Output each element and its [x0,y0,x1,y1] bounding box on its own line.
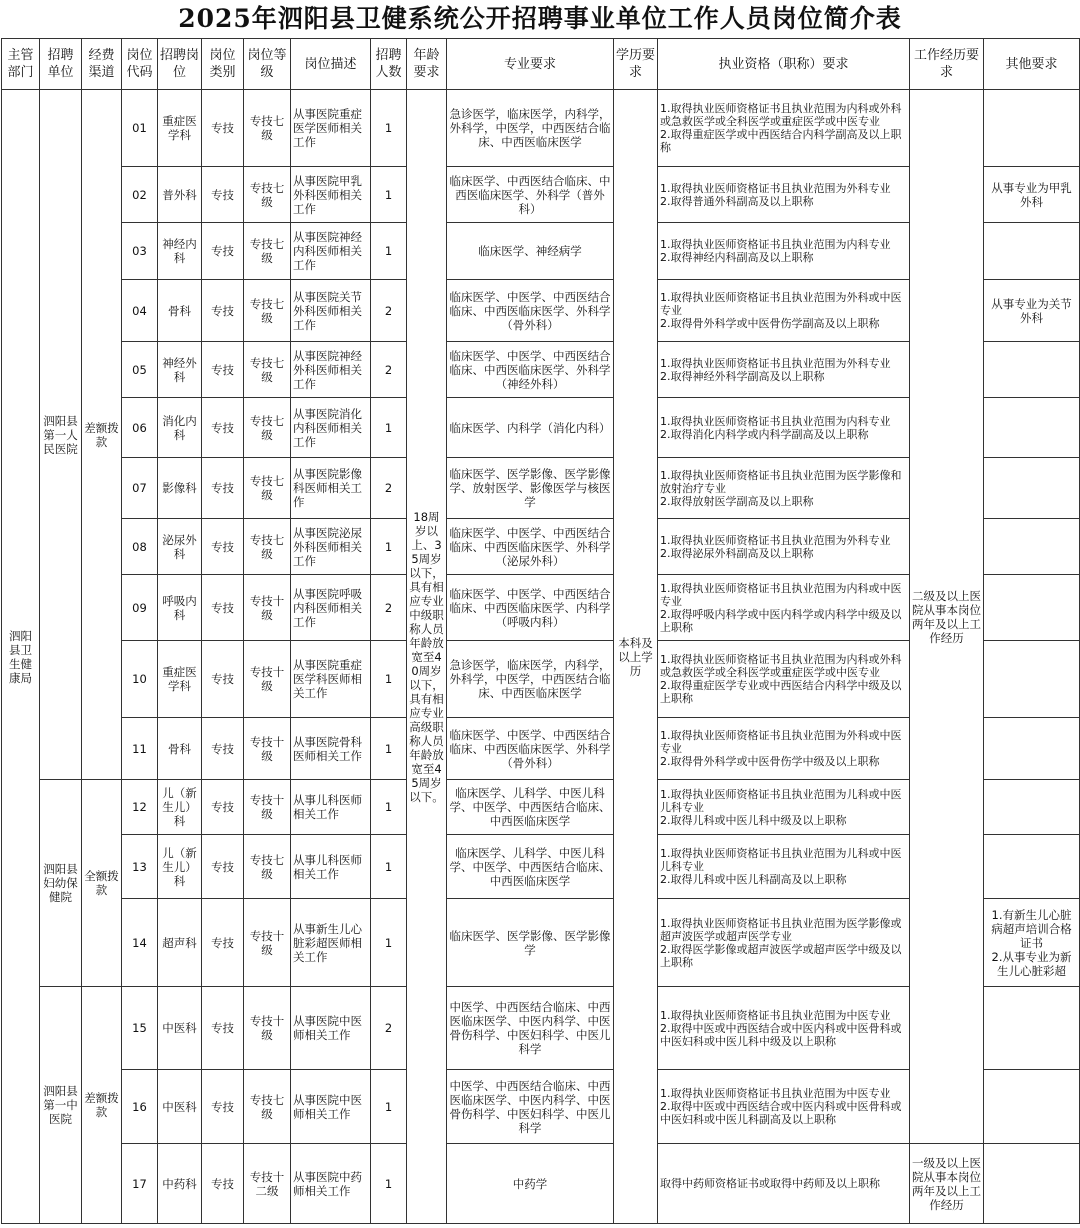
qualification-cell: 1.取得执业医师资格证书且执业范围为内科专业 2.取得神经内科副高及以上职称 [658,223,910,280]
major-requirement-cell: 临床医学、儿科学、中医儿科学、中医学、中西医结合临床、中西医临床医学 [447,780,614,835]
post-category-cell: 专技 [202,280,244,342]
post-name-cell: 儿（新生儿）科 [158,835,202,899]
post-description-cell: 从事医院呼吸内科医师相关工作 [291,575,371,641]
post-level-cell: 专技十级 [244,641,291,718]
qualification-cell: 1.取得执业医师资格证书且执业范围为内科或外科或急救医学或全科医学或重症医学或中医专业 2.取得重症医学或中西医结合内科学副高及以上职称 [658,90,910,167]
other-requirement-cell [984,835,1080,899]
headcount-cell: 1 [371,641,407,718]
col-header: 岗位代码 [122,39,158,90]
post-description-cell: 从事医院神经内科医师相关工作 [291,223,371,280]
positions-table [1,38,1080,1224]
other-requirement-cell [984,575,1080,641]
unit-cell: 泗阳县第一人民医院 [40,90,82,780]
unit-cell: 泗阳县第一中医院 [40,987,82,1224]
col-header: 岗位等级 [244,39,291,90]
post-category-cell: 专技 [202,1070,244,1144]
qualification-cell: 1.取得执业医师资格证书且执业范围为中医专业 2.取得中医或中西医结合或中医内科或中医骨科或中医妇科或中医儿科中级及以上职称 [658,987,910,1070]
headcount-cell: 1 [371,780,407,835]
post-code-cell: 16 [122,1070,158,1144]
col-header: 招聘人数 [371,39,407,90]
post-category-cell: 专技 [202,575,244,641]
headcount-cell: 1 [371,835,407,899]
col-header: 主管部门 [2,39,40,90]
other-requirement-cell: 从事专业为甲乳外科 [984,167,1080,223]
funding-cell: 差额拨款 [82,987,122,1224]
post-name-cell: 影像科 [158,458,202,519]
other-requirement-cell [984,641,1080,718]
other-requirement-cell [984,458,1080,519]
other-requirement-cell: 1.有新生儿心脏病超声培训合格证书 2.从事专业为新生儿心脏彩超 [984,899,1080,987]
post-name-cell: 呼吸内科 [158,575,202,641]
qualification-cell: 1.取得执业医师资格证书且执业范围为儿科或中医儿科专业 2.取得儿科或中医儿科中级及以上职称 [658,780,910,835]
post-category-cell: 专技 [202,458,244,519]
col-header: 执业资格（职称）要求 [658,39,910,90]
post-name-cell: 中医科 [158,987,202,1070]
qualification-cell: 1.取得执业医师资格证书且执业范围为内科或外科或急救医学或全科医学或重症医学或中医专业 2.取得重症医学专业或中西医结合内科学中级及以上职称 [658,641,910,718]
post-category-cell: 专技 [202,398,244,458]
post-description-cell: 从事医院中医师相关工作 [291,1070,371,1144]
post-category-cell: 专技 [202,519,244,575]
major-requirement-cell: 临床医学、医学影像、医学影像学、放射医学、影像医学与核医学 [447,458,614,519]
post-code-cell: 11 [122,718,158,780]
post-level-cell: 专技七级 [244,1070,291,1144]
table-row [2,1144,1080,1224]
post-code-cell: 14 [122,899,158,987]
col-header: 学历要求 [614,39,658,90]
post-category-cell: 专技 [202,1144,244,1224]
post-level-cell: 专技七级 [244,398,291,458]
col-header: 岗位描述 [291,39,371,90]
qualification-cell: 1.取得执业医师资格证书且执业范围为医学影像或超声波医学或超声医学专业 2.取得医学影像或超声波医学或超声医学中级及以上职称 [658,899,910,987]
headcount-cell: 1 [371,167,407,223]
major-requirement-cell: 急诊医学，临床医学，内科学，外科学，中医学，中西医结合临床、中西医临床医学 [447,90,614,167]
table-row [2,90,1080,167]
post-description-cell: 从事新生儿心脏彩超医师相关工作 [291,899,371,987]
post-description-cell: 从事医院影像科医师相关工作 [291,458,371,519]
post-level-cell: 专技十级 [244,780,291,835]
post-name-cell: 超声科 [158,899,202,987]
post-name-cell: 重症医学科 [158,90,202,167]
col-header: 工作经历要求 [910,39,984,90]
major-requirement-cell: 临床医学、中医学、中西医结合临床、中西医临床医学、外科学（泌尿外科） [447,519,614,575]
post-level-cell: 专技十级 [244,575,291,641]
major-requirement-cell: 临床医学、内科学（消化内科） [447,398,614,458]
qualification-cell: 1.取得执业医师资格证书且执业范围为外科专业 2.取得泌尿外科副高及以上职称 [658,519,910,575]
post-level-cell: 专技七级 [244,223,291,280]
qualification-cell: 1.取得执业医师资格证书且执业范围为中医专业 2.取得中医或中西医结合或中医内科或中医骨科或中医妇科或中医儿科副高及以上职称 [658,1070,910,1144]
other-requirement-cell [984,1070,1080,1144]
post-name-cell: 儿（新生儿）科 [158,780,202,835]
table-body [2,90,1080,1224]
major-requirement-cell: 临床医学、儿科学、中医儿科学、中医学、中西医结合临床、中西医临床医学 [447,835,614,899]
other-requirement-cell [984,223,1080,280]
post-code-cell: 09 [122,575,158,641]
post-code-cell: 06 [122,398,158,458]
qualification-cell: 1.取得执业医师资格证书且执业范围为内科专业 2.取得消化内科学或内科学副高及以上职称 [658,398,910,458]
post-code-cell: 03 [122,223,158,280]
col-header: 招聘岗位 [158,39,202,90]
post-name-cell: 重症医学科 [158,641,202,718]
headcount-cell: 2 [371,458,407,519]
col-header: 其他要求 [984,39,1080,90]
post-code-cell: 02 [122,167,158,223]
post-code-cell: 17 [122,1144,158,1224]
post-name-cell: 神经内科 [158,223,202,280]
post-description-cell: 从事医院消化内科医师相关工作 [291,398,371,458]
other-requirement-cell [984,90,1080,167]
post-category-cell: 专技 [202,835,244,899]
qualification-cell: 1.取得执业医师资格证书且执业范围为外科专业 2.取得神经外科学副高及以上职称 [658,342,910,398]
post-description-cell: 从事医院关节外科医师相关工作 [291,280,371,342]
other-requirement-cell [984,1144,1080,1224]
post-level-cell: 专技七级 [244,280,291,342]
post-level-cell: 专技七级 [244,167,291,223]
major-requirement-cell: 临床医学、中医学、中西医结合临床、中西医临床医学、内科学（呼吸内科） [447,575,614,641]
post-level-cell: 专技十级 [244,718,291,780]
post-level-cell: 专技十级 [244,987,291,1070]
age-requirement-cell: 18周岁以上、35周岁以下，具有相应专业中级职称人员年龄放宽至40周岁以下，具有相应专业高级职称人员年龄放宽至45周岁以下。 [407,90,447,1224]
page-title: 2025年泗阳县卫健系统公开招聘事业单位工作人员岗位简介表 [178,4,902,33]
major-requirement-cell: 急诊医学，临床医学，内科学，外科学，中医学，中西医结合临床、中西医临床医学 [447,641,614,718]
qualification-cell: 1.取得执业医师资格证书且执业范围为外科或中医专业 2.取得骨外科学或中医骨伤学副高及以上职称 [658,280,910,342]
col-header: 年龄要求 [407,39,447,90]
post-name-cell: 普外科 [158,167,202,223]
post-code-cell: 13 [122,835,158,899]
post-category-cell: 专技 [202,90,244,167]
headcount-cell: 1 [371,398,407,458]
col-header: 招聘单位 [40,39,82,90]
post-level-cell: 专技十二级 [244,1144,291,1224]
post-description-cell: 从事医院中药师相关工作 [291,1144,371,1224]
post-name-cell: 泌尿外科 [158,519,202,575]
qualification-cell: 1.取得执业医师资格证书且执业范围为儿科或中医儿科专业 2.取得儿科或中医儿科副高及以上职称 [658,835,910,899]
post-code-cell: 10 [122,641,158,718]
post-code-cell: 04 [122,280,158,342]
major-requirement-cell: 临床医学、医学影像、医学影像学 [447,899,614,987]
post-level-cell: 专技七级 [244,519,291,575]
post-category-cell: 专技 [202,899,244,987]
qualification-cell: 1.取得执业医师资格证书且执业范围为外科或中医专业 2.取得骨外科学或中医骨伤学中级及以上职称 [658,718,910,780]
qualification-cell: 1.取得执业医师资格证书且执业范围为内科或中医专业 2.取得呼吸内科学或中医内科学或内科学中级及以上职称 [658,575,910,641]
post-description-cell: 从事医院甲乳外科医师相关工作 [291,167,371,223]
funding-cell: 差额拨款 [82,90,122,780]
headcount-cell: 1 [371,519,407,575]
other-requirement-cell [984,780,1080,835]
major-requirement-cell: 临床医学、中医学、中西医结合临床、中西医临床医学、外科学（骨外科） [447,280,614,342]
post-category-cell: 专技 [202,780,244,835]
post-level-cell: 专技七级 [244,342,291,398]
post-category-cell: 专技 [202,223,244,280]
major-requirement-cell: 中药学 [447,1144,614,1224]
post-description-cell: 从事医院泌尿外科医师相关工作 [291,519,371,575]
other-requirement-cell [984,718,1080,780]
post-description-cell: 从事儿科医师相关工作 [291,835,371,899]
headcount-cell: 1 [371,1144,407,1224]
other-requirement-cell [984,398,1080,458]
post-name-cell: 消化内科 [158,398,202,458]
post-description-cell: 从事医院中医师相关工作 [291,987,371,1070]
post-code-cell: 08 [122,519,158,575]
post-description-cell: 从事儿科医师相关工作 [291,780,371,835]
col-header: 专业要求 [447,39,614,90]
header-row [2,39,1080,90]
col-header: 经费渠道 [82,39,122,90]
headcount-cell: 2 [371,280,407,342]
headcount-cell: 2 [371,575,407,641]
other-requirement-cell [984,987,1080,1070]
post-description-cell: 从事医院重症医学医师相关工作 [291,90,371,167]
post-name-cell: 中药科 [158,1144,202,1224]
unit-cell: 泗阳县妇幼保健院 [40,780,82,987]
post-category-cell: 专技 [202,987,244,1070]
post-level-cell: 专技七级 [244,458,291,519]
post-code-cell: 15 [122,987,158,1070]
qualification-cell: 1.取得执业医师资格证书且执业范围为医学影像和放射治疗专业 2.取得放射医学副高及以上职称 [658,458,910,519]
post-code-cell: 07 [122,458,158,519]
headcount-cell: 1 [371,899,407,987]
major-requirement-cell: 临床医学、中西医结合临床、中西医临床医学、外科学（普外科） [447,167,614,223]
post-description-cell: 从事医院神经外科医师相关工作 [291,342,371,398]
post-code-cell: 01 [122,90,158,167]
funding-cell: 全额拨款 [82,780,122,987]
major-requirement-cell: 中医学、中西医结合临床、中西医临床医学、中医内科学、中医骨伤科学、中医妇科学、中医儿科学 [447,987,614,1070]
post-category-cell: 专技 [202,167,244,223]
post-name-cell: 骨科 [158,280,202,342]
post-category-cell: 专技 [202,718,244,780]
post-name-cell: 骨科 [158,718,202,780]
major-requirement-cell: 中医学、中西医结合临床、中西医临床医学、中医内科学、中医骨伤科学、中医妇科学、中医儿科学 [447,1070,614,1144]
other-requirement-cell: 从事专业为关节外科 [984,280,1080,342]
other-requirement-cell [984,519,1080,575]
headcount-cell: 1 [371,718,407,780]
major-requirement-cell: 临床医学、神经病学 [447,223,614,280]
post-description-cell: 从事医院重症医学科医师相关工作 [291,641,371,718]
col-header: 岗位类别 [202,39,244,90]
qualification-cell: 1.取得执业医师资格证书且执业范围为外科专业 2.取得普通外科副高及以上职称 [658,167,910,223]
post-level-cell: 专技七级 [244,835,291,899]
headcount-cell: 1 [371,223,407,280]
post-level-cell: 专技十级 [244,899,291,987]
experience-cell: 一级及以上医院从事本岗位两年及以上工作经历 [910,1144,984,1224]
post-category-cell: 专技 [202,641,244,718]
headcount-cell: 1 [371,1070,407,1144]
other-requirement-cell [984,342,1080,398]
department-cell: 泗阳县卫生健康局 [2,90,40,1224]
headcount-cell: 2 [371,342,407,398]
headcount-cell: 1 [371,90,407,167]
post-name-cell: 神经外科 [158,342,202,398]
major-requirement-cell: 临床医学、中医学、中西医结合临床、中西医临床医学、外科学（骨外科） [447,718,614,780]
post-category-cell: 专技 [202,342,244,398]
post-level-cell: 专技七级 [244,90,291,167]
post-description-cell: 从事医院骨科医师相关工作 [291,718,371,780]
qualification-cell: 取得中药师资格证书或取得中药师及以上职称 [658,1144,910,1224]
post-code-cell: 05 [122,342,158,398]
post-code-cell: 12 [122,780,158,835]
experience-cell: 二级及以上医院从事本岗位两年及以上工作经历 [910,90,984,1144]
headcount-cell: 2 [371,987,407,1070]
major-requirement-cell: 临床医学、中医学、中西医结合临床、中西医临床医学、外科学（神经外科） [447,342,614,398]
post-name-cell: 中医科 [158,1070,202,1144]
education-requirement-cell: 本科及以上学历 [614,90,658,1224]
